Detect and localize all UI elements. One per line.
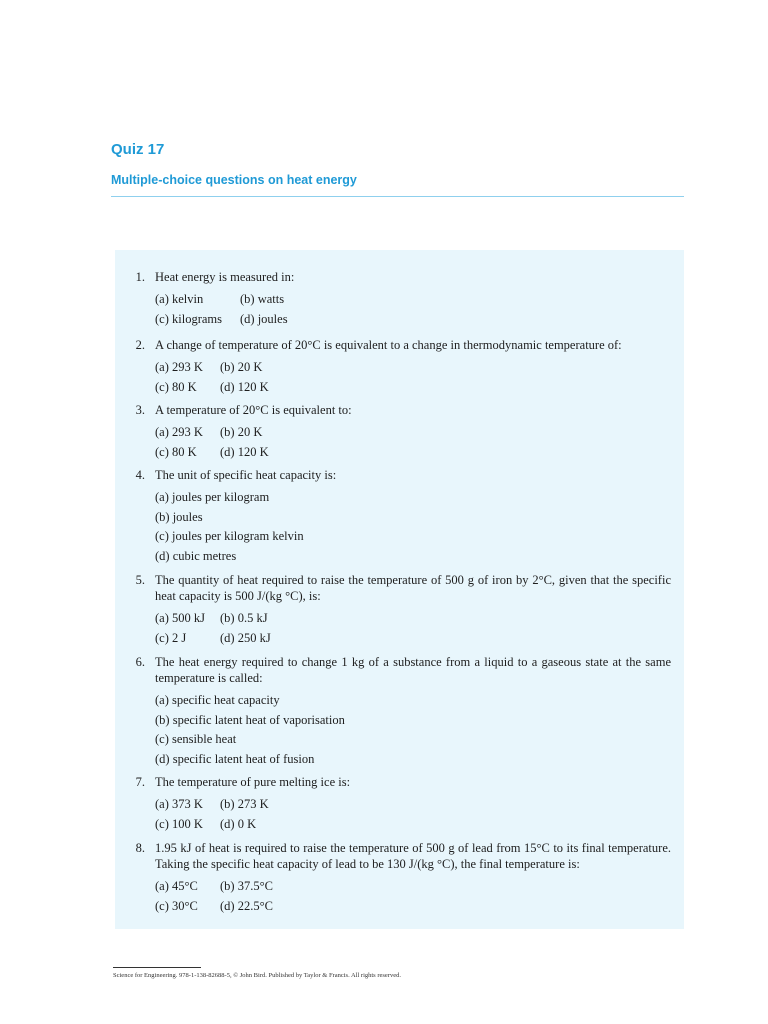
option-c: (c) 100 K	[155, 816, 203, 831]
option-b: (b) specific latent heat of vaporisation	[155, 712, 345, 727]
copyright-footnote: Science for Engineering. 978-1-138-82688-5, © John Bird. Published by Taylor & Francis. All rights reserved.	[113, 972, 401, 979]
option-b: (b) 20 K	[220, 425, 263, 439]
option-b: (b) 20 K	[220, 360, 263, 374]
question-number: 7.	[135, 775, 145, 789]
option-c: (c) 30°C	[155, 898, 198, 913]
option-c: (c) joules per kilogram kelvin	[155, 529, 304, 543]
option-d: (d) 250 kJ	[220, 630, 271, 645]
question-number: 3.	[135, 403, 145, 417]
options	[155, 488, 671, 566]
options	[155, 691, 671, 769]
option-c: (c) sensible heat	[155, 732, 237, 746]
question-text: The quantity of heat required to raise the temperature of 500 g of iron by 2°C, given that the specific heat capacity is 500 J/(kg °C), is:	[155, 573, 671, 603]
option-a: (a) specific heat capacity	[155, 693, 280, 707]
option-a: (a) 45°C	[155, 879, 198, 893]
option-a: (a) 293 K	[155, 425, 203, 439]
title-divider	[111, 196, 684, 197]
question-6	[133, 654, 671, 769]
option-a: (a) 373 K	[155, 797, 203, 811]
options	[155, 795, 671, 834]
option-c: (c) 80 K	[155, 379, 197, 394]
question-number: 5.	[135, 573, 145, 587]
option-d: (d) 120 K	[220, 444, 269, 459]
question-8	[133, 840, 671, 916]
question-number: 2.	[135, 338, 145, 352]
quiz-subtitle: Multiple-choice questions on heat energy	[111, 173, 357, 187]
question-text: A temperature of 20°C is equivalent to:	[155, 403, 352, 417]
question-number: 4.	[135, 468, 145, 482]
option-c: (c) 80 K	[155, 444, 197, 459]
question-text: A change of temperature of 20°C is equivalent to a change in thermodynamic temperature of:	[155, 338, 622, 352]
question-7	[133, 774, 671, 834]
option-d: (d) 22.5°C	[220, 898, 273, 913]
options	[155, 423, 671, 462]
option-b: (b) 273 K	[220, 797, 269, 811]
options	[155, 290, 671, 329]
option-d: (d) cubic metres	[155, 548, 237, 563]
footnote-divider	[113, 967, 201, 968]
option-a: (a) 293 K	[155, 360, 203, 374]
question-text: 1.95 kJ of heat is required to raise the temperature of 500 g of lead from 15°C to its final temperature. Taking the specific heat capacity of lead to be 130 J/(kg °C), the final temperature is:	[155, 841, 671, 871]
question-3	[133, 402, 671, 462]
option-b: (b) joules	[155, 509, 203, 524]
option-a: (a) joules per kilogram	[155, 490, 270, 504]
option-d: (d) joules	[240, 311, 288, 326]
question-1	[133, 269, 671, 329]
option-c: (c) 2 J	[155, 630, 187, 645]
option-d: (d) 0 K	[220, 816, 257, 831]
option-d: (d) specific latent heat of fusion	[155, 751, 315, 766]
question-text: Heat energy is measured in:	[155, 270, 295, 284]
question-number: 1.	[135, 270, 145, 284]
options	[155, 609, 671, 648]
question-5	[133, 572, 671, 648]
question-text: The heat energy required to change 1 kg of a substance from a liquid to a gaseous state at the same temperature is called:	[155, 655, 671, 685]
option-d: (d) 120 K	[220, 379, 269, 394]
question-4	[133, 467, 671, 566]
question-text: The temperature of pure melting ice is:	[155, 775, 351, 789]
question-text: The unit of specific heat capacity is:	[155, 468, 337, 482]
option-b: (b) 0.5 kJ	[220, 611, 268, 625]
options	[155, 358, 671, 397]
option-b: (b) watts	[240, 292, 285, 306]
quiz-title: Quiz 17	[111, 141, 165, 158]
options	[155, 877, 671, 916]
option-a: (a) kelvin	[155, 292, 204, 306]
option-c: (c) kilograms	[155, 311, 222, 326]
question-2	[133, 337, 671, 397]
question-number: 8.	[135, 841, 145, 855]
option-b: (b) 37.5°C	[220, 879, 273, 893]
question-number: 6.	[135, 655, 145, 669]
option-a: (a) 500 kJ	[155, 611, 205, 625]
